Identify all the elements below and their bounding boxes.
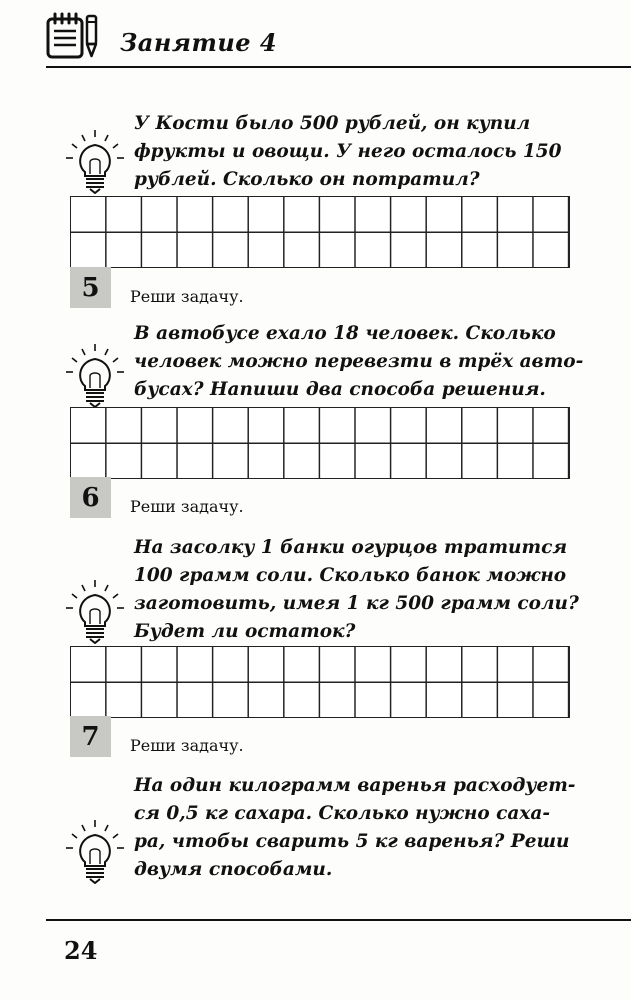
header-divider [46, 66, 631, 68]
task-text: На засолку 1 банки огурцов тратится 100 грамм соли. Сколько банок можно заготовить, имея 1 кг 500 грамм соли? Будет ли остаток? [134, 537, 579, 642]
task-number-badge: 6 [70, 477, 111, 518]
task-text: На один килограмм варенья расходует- ся 0,5 кг сахара. Сколько нужно саха- ра, чтобы сварить 5 кг варенья? Реши двумя способами. [134, 775, 576, 880]
task-number-badge: 5 [70, 267, 111, 308]
task-text: В автобусе ехало 18 человек. Сколько человек можно перевезти в трёх авто- бусах? Напиши два способа решения. [134, 323, 584, 400]
page-title: Занятие 4 [120, 28, 278, 57]
task-instruction: Реши задачу. [130, 497, 244, 516]
lightbulb-icon [64, 818, 126, 884]
answer-grid[interactable] [70, 407, 570, 479]
answer-grid[interactable] [70, 196, 570, 268]
lightbulb-icon [64, 342, 126, 408]
task-text: У Кости было 500 рублей, он купил фрукты и овощи. У него осталось 150 рублей. Сколько он потратил? [134, 113, 562, 190]
answer-grid[interactable] [70, 646, 570, 718]
header [46, 12, 631, 66]
lightbulb-icon [64, 578, 126, 644]
task-instruction: Реши задачу. [130, 736, 244, 755]
task-instruction: Реши задачу. [130, 287, 244, 306]
page-number: 24 [64, 936, 98, 965]
lightbulb-icon [64, 128, 126, 194]
task-number-badge: 7 [70, 716, 111, 757]
notepad-pencil-icon [46, 12, 102, 60]
footer-divider [46, 919, 631, 921]
